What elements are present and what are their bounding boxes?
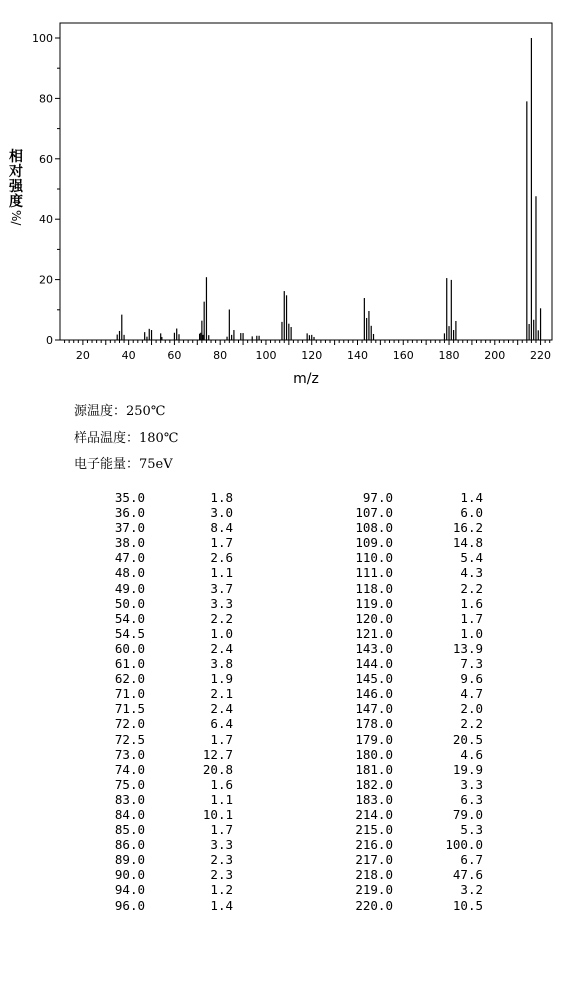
intensity-cell: 9.6 (460, 671, 483, 687)
intensity-cell: 2.2 (210, 610, 233, 626)
y-tick-label: 100 (32, 32, 53, 45)
intensity-cell: 3.0 (210, 505, 233, 521)
intensity-cell: 14.8 (452, 535, 483, 551)
intensity-cell: 7.3 (460, 656, 483, 672)
intensity-cell: 1.0 (210, 625, 233, 641)
mz-cell: 111.0 (355, 565, 393, 581)
intensity-cell: 1.7 (210, 822, 233, 838)
mz-cell: 181.0 (355, 761, 393, 777)
intensity-cell: 20.5 (452, 731, 483, 747)
intensity-cell: 16.2 (452, 520, 483, 536)
mz-cell: 180.0 (355, 746, 393, 762)
table-row (0, 822, 570, 837)
intensity-cell: 2.6 (210, 550, 233, 566)
mz-cell: 71.0 (114, 686, 145, 702)
mz-cell: 74.0 (114, 761, 145, 777)
electron-energy-value: 75eV (139, 457, 173, 472)
mz-cell: 49.0 (114, 580, 145, 596)
table-row (0, 898, 570, 913)
x-tick-label: 20 (75, 349, 90, 362)
mz-cell: 118.0 (355, 580, 393, 596)
mz-cell: 54.5 (114, 625, 145, 641)
mz-cell: 120.0 (355, 610, 393, 626)
table-row (0, 882, 570, 897)
source-temperature-value: 250℃ (126, 404, 166, 419)
intensity-cell: 100.0 (445, 837, 483, 853)
x-tick-label: 220 (530, 349, 552, 362)
intensity-cell: 4.7 (460, 686, 483, 702)
intensity-cell: 1.4 (210, 897, 233, 913)
mz-cell: 145.0 (355, 671, 393, 687)
table-row (0, 807, 570, 822)
sample-temperature-label: 样品温度： (74, 431, 140, 446)
mz-cell: 72.5 (114, 731, 145, 747)
electron-energy (74, 453, 173, 472)
intensity-cell: 2.1 (210, 686, 233, 702)
intensity-cell: 6.0 (460, 505, 483, 521)
y-axis-label-text: 相对强度 (9, 149, 23, 210)
mz-cell: 85.0 (114, 822, 145, 838)
x-tick-label: 100 (255, 349, 277, 362)
table-row (0, 490, 570, 505)
table-row (0, 777, 570, 792)
mz-cell: 83.0 (114, 791, 145, 807)
mz-cell: 182.0 (355, 776, 393, 792)
intensity-cell: 1.7 (460, 610, 483, 626)
intensity-cell: 10.1 (202, 806, 233, 822)
intensity-cell: 1.1 (210, 791, 233, 807)
source-temperature-label: 源温度： (74, 404, 127, 419)
y-tick-label: 20 (39, 273, 53, 287)
mz-cell: 84.0 (114, 806, 145, 822)
mz-cell: 178.0 (355, 716, 393, 732)
x-tick-label: 180 (438, 349, 460, 362)
table-row (0, 505, 570, 520)
table-row (0, 686, 570, 701)
intensity-cell: 10.5 (452, 897, 483, 913)
mz-cell: 54.0 (114, 610, 145, 626)
intensity-cell: 3.3 (210, 837, 233, 853)
x-tick-label: 80 (213, 349, 228, 362)
mass-spectrum-chart (0, 0, 570, 390)
table-row (0, 596, 570, 611)
intensity-cell: 13.9 (452, 640, 483, 656)
table-row (0, 852, 570, 867)
table-row (0, 535, 570, 550)
intensity-cell: 20.8 (202, 761, 233, 777)
intensity-cell: 5.3 (460, 822, 483, 838)
table-row (0, 837, 570, 852)
intensity-cell: 6.3 (460, 791, 483, 807)
mz-cell: 217.0 (355, 852, 393, 868)
mz-cell: 144.0 (355, 656, 393, 672)
mz-cell: 107.0 (355, 505, 393, 521)
x-tick-label: 60 (167, 349, 182, 362)
mz-cell: 216.0 (355, 837, 393, 853)
intensity-cell: 5.4 (460, 550, 483, 566)
table-row (0, 550, 570, 565)
mz-cell: 96.0 (114, 897, 145, 913)
intensity-cell: 12.7 (202, 746, 233, 762)
sample-temperature (74, 427, 178, 446)
mz-cell: 179.0 (355, 731, 393, 747)
mz-cell: 71.5 (114, 701, 145, 717)
x-tick-label: 200 (484, 349, 506, 362)
y-axis-unit: %/ (9, 210, 23, 226)
mz-cell: 90.0 (114, 867, 145, 883)
y-tick-label: 0 (46, 334, 53, 347)
intensity-cell: 2.0 (460, 701, 483, 717)
sample-temperature-value: 180℃ (139, 431, 179, 446)
intensity-cell: 1.4 (460, 490, 483, 505)
table-row (0, 762, 570, 777)
mz-cell: 108.0 (355, 520, 393, 536)
table-row (0, 656, 570, 671)
intensity-cell: 79.0 (452, 806, 483, 822)
intensity-cell: 6.7 (460, 852, 483, 868)
y-tick-label: 80 (39, 92, 53, 106)
intensity-cell: 2.2 (460, 580, 483, 596)
intensity-cell: 3.8 (210, 656, 233, 672)
intensity-cell: 4.6 (460, 746, 483, 762)
intensity-cell: 3.2 (460, 882, 483, 898)
intensity-cell: 1.1 (210, 565, 233, 581)
x-tick-label: 40 (121, 349, 136, 362)
table-row (0, 792, 570, 807)
table-row (0, 701, 570, 716)
mz-cell: 36.0 (114, 505, 145, 521)
mz-cell: 73.0 (114, 746, 145, 762)
x-tick-label: 160 (392, 349, 414, 362)
intensity-cell: 3.7 (210, 580, 233, 596)
mz-cell: 121.0 (355, 625, 393, 641)
electron-energy-label: 电子能量： (74, 457, 140, 472)
mz-cell: 50.0 (114, 595, 145, 611)
mz-cell: 143.0 (355, 640, 393, 656)
mz-cell: 60.0 (114, 640, 145, 656)
mz-cell: 147.0 (355, 701, 393, 717)
table-row (0, 716, 570, 731)
mz-cell: 62.0 (114, 671, 145, 687)
mz-cell: 119.0 (355, 595, 393, 611)
mz-cell: 86.0 (114, 837, 145, 853)
intensity-cell: 1.0 (460, 625, 483, 641)
table-row (0, 581, 570, 596)
mz-cell: 214.0 (355, 806, 393, 822)
table-row (0, 520, 570, 535)
table-row (0, 611, 570, 626)
mz-cell: 97.0 (362, 490, 393, 505)
intensity-cell: 6.4 (210, 716, 233, 732)
intensity-cell: 2.3 (210, 867, 233, 883)
mz-cell: 37.0 (114, 520, 145, 536)
x-axis-label: m/z (293, 371, 319, 387)
table-row (0, 626, 570, 641)
intensity-cell: 1.7 (210, 731, 233, 747)
intensity-cell: 1.2 (210, 882, 233, 898)
mz-cell: 146.0 (355, 686, 393, 702)
intensity-cell: 3.3 (210, 595, 233, 611)
intensity-cell: 2.4 (210, 701, 233, 717)
intensity-cell: 1.8 (210, 490, 233, 505)
mz-cell: 109.0 (355, 535, 393, 551)
intensity-cell: 2.3 (210, 852, 233, 868)
intensity-cell: 1.6 (210, 776, 233, 792)
mz-cell: 110.0 (355, 550, 393, 566)
table-row (0, 671, 570, 686)
mz-cell: 215.0 (355, 822, 393, 838)
intensity-cell: 47.6 (452, 867, 483, 883)
y-tick-label: 60 (39, 152, 53, 166)
intensity-cell: 1.7 (210, 535, 233, 551)
intensity-cell: 1.9 (210, 671, 233, 687)
peak-table (0, 490, 570, 913)
intensity-cell: 2.2 (460, 716, 483, 732)
intensity-cell: 19.9 (452, 761, 483, 777)
intensity-cell: 8.4 (210, 520, 233, 536)
mz-cell: 218.0 (355, 867, 393, 883)
y-tick-label: 40 (39, 213, 53, 227)
mz-cell: 47.0 (114, 550, 145, 566)
mz-cell: 61.0 (114, 656, 145, 672)
intensity-cell: 1.6 (460, 595, 483, 611)
mz-cell: 89.0 (114, 852, 145, 868)
table-row (0, 867, 570, 882)
intensity-cell: 4.3 (460, 565, 483, 581)
plot-frame (60, 23, 552, 340)
table-row (0, 641, 570, 656)
mz-cell: 220.0 (355, 897, 393, 913)
mz-cell: 219.0 (355, 882, 393, 898)
mz-cell: 72.0 (114, 716, 145, 732)
y-axis-label (8, 150, 24, 225)
table-row (0, 747, 570, 762)
mz-cell: 48.0 (114, 565, 145, 581)
x-tick-label: 140 (346, 349, 368, 362)
table-row (0, 565, 570, 580)
mz-cell: 35.0 (114, 490, 145, 505)
x-tick-label: 120 (301, 349, 323, 362)
mz-cell: 75.0 (114, 776, 145, 792)
mz-cell: 94.0 (114, 882, 145, 898)
table-row (0, 732, 570, 747)
mz-cell: 183.0 (355, 791, 393, 807)
intensity-cell: 2.4 (210, 640, 233, 656)
source-temperature (74, 400, 165, 419)
intensity-cell: 3.3 (460, 776, 483, 792)
mz-cell: 38.0 (114, 535, 145, 551)
